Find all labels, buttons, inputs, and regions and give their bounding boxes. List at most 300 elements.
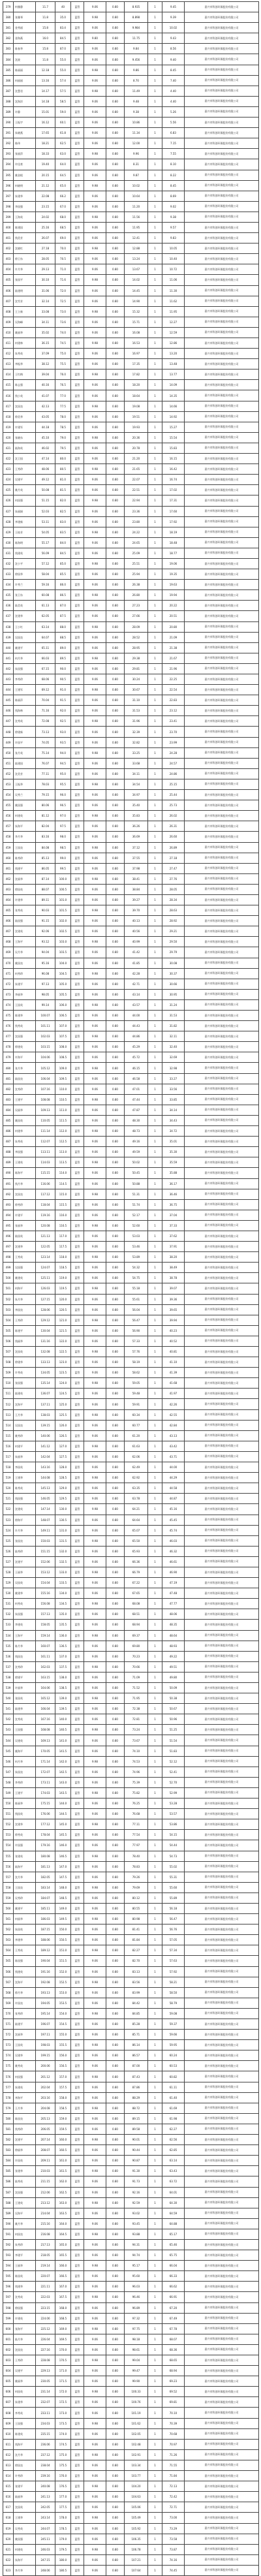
table-cell: 0.80 bbox=[106, 1294, 125, 1304]
table-cell: 98.5 bbox=[55, 842, 71, 853]
table-cell: 沈慧君 bbox=[14, 86, 36, 96]
table-cell: 418 bbox=[3, 411, 14, 422]
table-cell: 嘉兴市科创环保股份有限公司 bbox=[185, 1378, 259, 1389]
table-cell: 蓝管 bbox=[71, 1809, 84, 1819]
table-cell: 38.20 bbox=[162, 1252, 185, 1263]
table-cell: 9.98 bbox=[84, 1126, 106, 1137]
table-cell: 蓝管 bbox=[71, 254, 84, 264]
table-cell: 107.5 bbox=[55, 1031, 71, 1042]
table-cell: 沈月华 bbox=[14, 1872, 36, 1882]
table-cell: 11.75 bbox=[125, 33, 148, 44]
table-cell: 63.78 bbox=[125, 1494, 148, 1504]
table-cell: 0.80 bbox=[106, 1473, 125, 1483]
table-cell: 1 bbox=[148, 2008, 162, 2018]
table-cell: 0.80 bbox=[106, 2334, 125, 2344]
table-cell: 130.04 bbox=[36, 1325, 55, 1336]
table-cell: 73.0 bbox=[55, 306, 71, 317]
table-cell: 李国良 bbox=[14, 1304, 36, 1315]
table-cell: 429 bbox=[3, 527, 14, 537]
table-cell: 沈国良 bbox=[14, 2344, 36, 2355]
table-cell: 0.80 bbox=[106, 2544, 125, 2554]
table-cell: 0.80 bbox=[106, 1462, 125, 1473]
table-cell: 481 bbox=[3, 1073, 14, 1084]
table-cell: 蓝管 bbox=[71, 1735, 84, 1746]
table-cell: 嘉兴市科创环保股份有限公司 bbox=[185, 737, 259, 747]
table-cell: 1 bbox=[148, 758, 162, 768]
table-cell: 嘉兴市科创环保股份有限公司 bbox=[185, 1178, 259, 1189]
table-cell: 蓝管 bbox=[71, 138, 84, 149]
table-cell: 0.80 bbox=[106, 1231, 125, 1241]
table-cell: 王月华 bbox=[14, 2103, 36, 2113]
table-cell: 蓝管 bbox=[71, 180, 84, 191]
table-cell: 247.15 bbox=[36, 2554, 55, 2565]
table-cell: 391 bbox=[3, 128, 14, 138]
table-cell: 许国强 bbox=[14, 1840, 36, 1851]
table-cell: 嘉兴市科创环保股份有限公司 bbox=[185, 1599, 259, 1609]
table-cell: 1 bbox=[148, 443, 162, 453]
table-cell: 32.39 bbox=[125, 727, 148, 737]
table-cell: 148.5 bbox=[55, 1893, 71, 1903]
table-cell: 614 bbox=[3, 2471, 14, 2481]
table-cell: 90.44 bbox=[125, 2145, 148, 2156]
table-cell: 72.5 bbox=[55, 296, 71, 306]
table-cell: 张雅琴 bbox=[14, 12, 36, 23]
table-cell: 嘉兴市科创环保股份有限公司 bbox=[185, 2156, 259, 2166]
table-row bbox=[3, 1325, 259, 1336]
table-cell: 蓝管 bbox=[71, 1567, 84, 1577]
table-cell: 嘉兴市科创环保股份有限公司 bbox=[185, 768, 259, 779]
table-cell: 1 bbox=[148, 1504, 162, 1515]
table-cell: 嘉兴市科创环保股份有限公司 bbox=[185, 306, 259, 317]
table-cell: 0.80 bbox=[106, 54, 125, 65]
table-cell: 1 bbox=[148, 926, 162, 937]
table-cell: 1 bbox=[148, 947, 162, 958]
table-cell: 陆美英 bbox=[14, 601, 36, 611]
table-cell: 611 bbox=[3, 2439, 14, 2449]
table-row bbox=[3, 2449, 259, 2460]
table-row bbox=[3, 401, 259, 411]
table-cell: 蓝管 bbox=[71, 1031, 84, 1042]
table-cell: 86.14 bbox=[125, 2040, 148, 2050]
table-cell: 29.13 bbox=[36, 264, 55, 275]
table-cell: 1 bbox=[148, 1126, 162, 1137]
table-cell: 52.99 bbox=[162, 1787, 185, 1798]
table-cell: 朱海平 bbox=[14, 2554, 36, 2565]
table-cell: 451 bbox=[3, 758, 14, 768]
table-cell: 441 bbox=[3, 653, 14, 663]
table-cell: 110.0 bbox=[55, 1084, 71, 1094]
table-cell: 蓝管 bbox=[71, 338, 84, 349]
table-cell: 何建平 bbox=[14, 1441, 36, 1451]
table-cell: 蓝管 bbox=[71, 758, 84, 768]
table-cell: 0.80 bbox=[106, 621, 125, 632]
table-cell: 0.80 bbox=[106, 2113, 125, 2124]
table-cell: 蓝管 bbox=[71, 149, 84, 159]
table-cell: 84.08 bbox=[36, 842, 55, 853]
table-cell: 0.80 bbox=[106, 2, 125, 12]
table-cell: 38.84 bbox=[125, 884, 148, 894]
table-cell: 嘉兴市科创环保股份有限公司 bbox=[185, 611, 259, 621]
table-cell: 蓝管 bbox=[71, 537, 84, 548]
table-cell: 126.5 bbox=[55, 1430, 71, 1441]
table-cell: 蓝管 bbox=[71, 1798, 84, 1809]
table-cell: 105.5 bbox=[55, 989, 71, 999]
table-cell: 10.64 bbox=[125, 191, 148, 201]
table-cell: 9.87 bbox=[125, 170, 148, 180]
table-cell: 9.06 bbox=[84, 2554, 106, 2565]
table-cell: 0.80 bbox=[106, 75, 125, 86]
table-cell: 1 bbox=[148, 2135, 162, 2145]
table-cell: 9.06 bbox=[84, 1872, 106, 1882]
table-cell: 1 bbox=[148, 1819, 162, 1830]
table-cell: 蓝管 bbox=[71, 2156, 84, 2166]
table-cell: 9.06 bbox=[84, 1515, 106, 1525]
table-cell: 76.25 bbox=[125, 1798, 148, 1809]
table-cell: 135.0 bbox=[55, 1609, 71, 1620]
table-cell: 140.06 bbox=[36, 1430, 55, 1441]
table-cell: 嘉兴市科创环保股份有限公司 bbox=[185, 894, 259, 905]
table-cell: 嘉兴市科创环保股份有限公司 bbox=[185, 422, 259, 432]
table-cell: 0.80 bbox=[106, 968, 125, 979]
table-cell: 1 bbox=[148, 2355, 162, 2366]
table-cell: 嘉兴市科创环保股份有限公司 bbox=[185, 2418, 259, 2428]
table-cell: 嘉兴市科创环保股份有限公司 bbox=[185, 390, 259, 401]
table-cell: 17.02 bbox=[162, 485, 185, 495]
table-cell: 143.16 bbox=[36, 1462, 55, 1473]
table-cell: 16.42 bbox=[162, 464, 185, 475]
table-cell: 嘉兴市科创环保股份有限公司 bbox=[185, 873, 259, 884]
table-cell: 9.06 bbox=[84, 1304, 106, 1315]
table-cell: 9.98 bbox=[84, 306, 106, 317]
table-cell: 165.0 bbox=[55, 2239, 71, 2250]
table-cell: 1 bbox=[148, 1882, 162, 1893]
table-cell: 陈国良 bbox=[14, 2113, 36, 2124]
table-cell: 410 bbox=[3, 327, 14, 338]
table-cell: 0.80 bbox=[106, 1735, 125, 1746]
table-cell: 29.38 bbox=[125, 653, 148, 663]
table-cell: 84.42 bbox=[125, 1998, 148, 2008]
table-row bbox=[3, 2019, 259, 2030]
table-cell: 0.80 bbox=[106, 1220, 125, 1231]
table-cell: 413 bbox=[3, 359, 14, 369]
table-cell: 8.31 bbox=[125, 159, 148, 170]
table-cell: 41.85 bbox=[125, 958, 148, 968]
table-cell: 4.40 bbox=[162, 96, 185, 106]
table-cell: 620 bbox=[3, 2534, 14, 2544]
table-cell: 沈国英 bbox=[14, 2502, 36, 2513]
table-cell: 1 bbox=[148, 2428, 162, 2439]
table-cell: 9.06 bbox=[84, 222, 106, 232]
table-cell: 55.17 bbox=[36, 537, 55, 548]
table-cell: 8.45 bbox=[162, 180, 185, 191]
table-cell: 许月华 bbox=[14, 1525, 36, 1535]
table-cell: 0.80 bbox=[106, 632, 125, 642]
table-cell: 159.14 bbox=[36, 1630, 55, 1641]
table-cell: 蓝管 bbox=[71, 285, 84, 296]
table-cell: 9.06 bbox=[84, 1084, 106, 1094]
table-cell: 469 bbox=[3, 947, 14, 958]
table-cell: 55.0 bbox=[55, 54, 71, 65]
table-cell: 155.16 bbox=[36, 1588, 55, 1599]
table-cell: 8.56 bbox=[162, 44, 185, 54]
table-cell: 87.0 bbox=[55, 601, 71, 611]
table-cell: 9.06 bbox=[84, 2439, 106, 2449]
table-cell: 9.98 bbox=[84, 1535, 106, 1546]
table-cell: 1 bbox=[148, 1661, 162, 1672]
table-cell: 朱国强 bbox=[14, 663, 36, 674]
table-row bbox=[3, 201, 259, 212]
table-cell: 57.63 bbox=[162, 1956, 185, 1966]
table-cell: 徐国华 bbox=[14, 569, 36, 580]
table-cell: 24.57 bbox=[162, 758, 185, 768]
table-cell: 1 bbox=[148, 1105, 162, 1115]
table-cell: 蓝管 bbox=[71, 2544, 84, 2554]
table-cell: 蓝管 bbox=[71, 401, 84, 411]
table-cell: 484 bbox=[3, 1105, 14, 1115]
table-cell: 嘉兴市科创环保股份有限公司 bbox=[185, 916, 259, 926]
table-cell: 1 bbox=[148, 937, 162, 947]
table-cell: 0.80 bbox=[106, 1546, 125, 1556]
table-cell: 嘉兴市科创环保股份有限公司 bbox=[185, 1851, 259, 1861]
table-cell: 蓝管 bbox=[71, 2082, 84, 2092]
table-cell: 9.06 bbox=[84, 1420, 106, 1430]
table-row bbox=[3, 1609, 259, 1620]
table-row bbox=[3, 96, 259, 106]
table-cell: 蓝管 bbox=[71, 800, 84, 811]
table-cell: 87.14 bbox=[36, 873, 55, 884]
table-row bbox=[3, 1756, 259, 1767]
table-cell: 1 bbox=[148, 569, 162, 580]
table-cell: 9.96 bbox=[125, 149, 148, 159]
table-cell: 89.0 bbox=[55, 642, 71, 653]
table-cell: 494 bbox=[3, 1210, 14, 1220]
table-cell: 9.98 bbox=[84, 495, 106, 506]
table-cell: 嘉兴市科创环保股份有限公司 bbox=[185, 821, 259, 832]
table-cell: 64.59 bbox=[162, 2208, 185, 2218]
table-cell: 陆建华 bbox=[14, 1704, 36, 1714]
table-cell: 何晓明 bbox=[14, 180, 36, 191]
table-cell: 蓝管 bbox=[71, 2302, 84, 2313]
table-cell: 9.06 bbox=[84, 611, 106, 621]
table-cell: 93.02 bbox=[125, 2208, 148, 2218]
table-cell: 1 bbox=[148, 296, 162, 306]
table-cell: 527 bbox=[3, 1556, 14, 1567]
table-cell: 563 bbox=[3, 1935, 14, 1945]
table-cell: 蓝管 bbox=[71, 2292, 84, 2302]
table-cell: 何月华 bbox=[14, 1756, 36, 1767]
table-row bbox=[3, 621, 259, 632]
table-cell: 242.05 bbox=[36, 2502, 55, 2513]
table-cell: 徐国强 bbox=[14, 2302, 36, 2313]
table-cell: 0.80 bbox=[106, 926, 125, 937]
table-cell: 24.65 bbox=[125, 537, 148, 548]
table-cell: 83.0 bbox=[55, 516, 71, 527]
table-row bbox=[3, 338, 259, 349]
table-cell: 9.98 bbox=[84, 464, 106, 475]
table-cell: 9.98 bbox=[84, 1914, 106, 1924]
table-row bbox=[3, 359, 259, 369]
table-cell: 1 bbox=[148, 2229, 162, 2239]
table-cell: 0.80 bbox=[106, 580, 125, 590]
table-row bbox=[3, 75, 259, 86]
table-cell: 9.06 bbox=[84, 1998, 106, 2008]
table-cell: 35.83 bbox=[125, 811, 148, 821]
table-cell: 8.70 bbox=[125, 75, 148, 86]
table-cell: 嘉兴市科创环保股份有限公司 bbox=[185, 212, 259, 222]
table-cell: 0.80 bbox=[106, 138, 125, 149]
table-cell: 1 bbox=[148, 800, 162, 811]
table-cell: 9.98 bbox=[84, 2071, 106, 2082]
table-cell: 1 bbox=[148, 1189, 162, 1199]
table-cell: 502 bbox=[3, 1294, 14, 1304]
table-row bbox=[3, 537, 259, 548]
table-cell: 0.80 bbox=[106, 1378, 125, 1389]
table-cell: 11.8 bbox=[36, 54, 55, 65]
table-cell: 1 bbox=[148, 1283, 162, 1294]
table-cell: 525 bbox=[3, 1535, 14, 1546]
table-cell: 1 bbox=[148, 96, 162, 106]
table-cell: 22.07 bbox=[125, 475, 148, 485]
table-cell: 0.80 bbox=[106, 306, 125, 317]
table-cell: 嘉兴市科创环保股份有限公司 bbox=[185, 1094, 259, 1105]
table-cell: 156.08 bbox=[36, 1599, 55, 1609]
table-cell: 0.80 bbox=[106, 1325, 125, 1336]
table-cell: 1 bbox=[148, 243, 162, 254]
table-cell: 9.06 bbox=[84, 1147, 106, 1157]
table-row bbox=[3, 1199, 259, 1210]
table-cell: 蓝管 bbox=[71, 359, 84, 369]
table-cell: 86.57 bbox=[125, 2050, 148, 2061]
table-row bbox=[3, 1409, 259, 1420]
table-cell: 1 bbox=[148, 2166, 162, 2176]
table-cell: 1 bbox=[148, 306, 162, 317]
table-cell: 0.80 bbox=[106, 916, 125, 926]
table-cell: 0.80 bbox=[106, 1599, 125, 1609]
table-cell: 嘉兴市科创环保股份有限公司 bbox=[185, 2439, 259, 2449]
table-cell: 81.41 bbox=[125, 1924, 148, 1935]
table-cell: 9.06 bbox=[84, 1210, 106, 1220]
table-cell: 0.80 bbox=[106, 180, 125, 191]
table-cell: 40.52 bbox=[162, 1336, 185, 1346]
table-cell: 229.13 bbox=[36, 2366, 55, 2376]
table-cell: 蓝管 bbox=[71, 979, 84, 989]
table-cell: 钱建平 bbox=[14, 863, 36, 873]
table-cell: 110.05 bbox=[36, 1115, 55, 1125]
table-cell: 0.80 bbox=[106, 663, 125, 674]
table-cell: 596 bbox=[3, 2282, 14, 2292]
table-cell: 陈伟 bbox=[14, 138, 36, 149]
table-cell: 1 bbox=[148, 1273, 162, 1283]
table-cell: 562 bbox=[3, 1924, 14, 1935]
table-cell: 55.02 bbox=[162, 1861, 185, 1872]
table-cell: 14.92 bbox=[162, 411, 185, 422]
table-cell: 11.30 bbox=[162, 285, 185, 296]
table-cell: 1 bbox=[148, 2376, 162, 2387]
table-cell: 嘉兴市科创环保股份有限公司 bbox=[185, 832, 259, 842]
table-row bbox=[3, 2534, 259, 2544]
table-cell: 9.06 bbox=[84, 1746, 106, 1756]
table-cell: 嘉兴市科创环保股份有限公司 bbox=[185, 1882, 259, 1893]
table-cell: 9.06 bbox=[84, 737, 106, 747]
table-cell: 464 bbox=[3, 894, 14, 905]
table-cell: 34.72 bbox=[162, 1126, 185, 1137]
table-cell: 5.26 bbox=[162, 106, 185, 117]
table-cell: 0.80 bbox=[106, 1556, 125, 1567]
table-cell: 96.08 bbox=[36, 968, 55, 979]
table-cell: 0.80 bbox=[106, 2344, 125, 2355]
table-cell: 0.80 bbox=[106, 33, 125, 44]
table-cell: 蓝管 bbox=[71, 1084, 84, 1094]
table-cell: 嘉兴市科创环保股份有限公司 bbox=[185, 1031, 259, 1042]
table-cell: 474 bbox=[3, 999, 14, 1010]
table-cell: 1 bbox=[148, 537, 162, 548]
table-cell: 9.06 bbox=[84, 54, 106, 65]
table-cell: 9.06 bbox=[84, 138, 106, 149]
table-cell: 1 bbox=[148, 1011, 162, 1021]
table-cell: 蓝管 bbox=[71, 737, 84, 747]
table-cell: 1 bbox=[148, 191, 162, 201]
table-cell: 169.0 bbox=[55, 2323, 71, 2334]
table-cell: 嘉兴市科创环保股份有限公司 bbox=[185, 495, 259, 506]
table-cell: 1 bbox=[148, 2145, 162, 2156]
table-cell: 9.83 bbox=[162, 233, 185, 243]
table-cell: 50.09 bbox=[162, 1683, 185, 1693]
table-cell: 许海平 bbox=[14, 1052, 36, 1063]
table-cell: 1 bbox=[148, 1115, 162, 1125]
table-cell: 59.16 bbox=[36, 580, 55, 590]
table-cell: 1 bbox=[148, 1767, 162, 1777]
table-cell: 1 bbox=[148, 432, 162, 443]
table-cell: 57.76 bbox=[125, 1347, 148, 1357]
table-cell: 0.80 bbox=[106, 863, 125, 873]
table-cell: 0.80 bbox=[106, 1420, 125, 1430]
table-cell: 460 bbox=[3, 853, 14, 863]
table-cell: 145.5 bbox=[55, 1830, 71, 1840]
table-cell: 嘉兴市科创环保股份有限公司 bbox=[185, 1578, 259, 1588]
table-cell: 29.21 bbox=[162, 926, 185, 937]
table-cell: 83.16 bbox=[36, 832, 55, 842]
table-cell: 0.80 bbox=[106, 569, 125, 580]
table-cell: 409 bbox=[3, 317, 14, 327]
table-cell: 嘉兴市科创环保股份有限公司 bbox=[185, 180, 259, 191]
table-cell: 46.02 bbox=[36, 443, 55, 453]
table-cell: 嘉兴市科创环保股份有限公司 bbox=[185, 1798, 259, 1809]
table-cell: 蓝管 bbox=[71, 1693, 84, 1704]
table-cell: 姚月英 bbox=[14, 485, 36, 495]
table-row bbox=[3, 1683, 259, 1693]
table-row bbox=[3, 1840, 259, 1851]
table-cell: 9.98 bbox=[84, 2449, 106, 2460]
table-cell: 9.06 bbox=[84, 264, 106, 275]
table-cell: 83.99 bbox=[125, 1987, 148, 1998]
table-cell: 1 bbox=[148, 695, 162, 706]
table-cell: 558 bbox=[3, 1882, 14, 1893]
table-cell: 535 bbox=[3, 1641, 14, 1651]
table-cell: 143.0 bbox=[55, 1777, 71, 1787]
table-cell: 55.61 bbox=[125, 1294, 148, 1304]
table-cell: 39.94 bbox=[162, 1315, 185, 1325]
table-cell: 张海平 bbox=[14, 2323, 36, 2334]
table-cell: 蓝管 bbox=[71, 1704, 84, 1714]
table-cell: 9.06 bbox=[84, 1620, 106, 1630]
table-cell: 111.14 bbox=[36, 1126, 55, 1137]
table-cell: 174.0 bbox=[55, 2428, 71, 2439]
table-cell: 25.09 bbox=[125, 548, 148, 558]
table-cell: 王建平 bbox=[14, 1787, 36, 1798]
table-cell: 嘉兴市科创环保股份有限公司 bbox=[185, 1126, 259, 1137]
table-cell: 0.80 bbox=[106, 285, 125, 296]
table-cell: 蓝管 bbox=[71, 96, 84, 106]
